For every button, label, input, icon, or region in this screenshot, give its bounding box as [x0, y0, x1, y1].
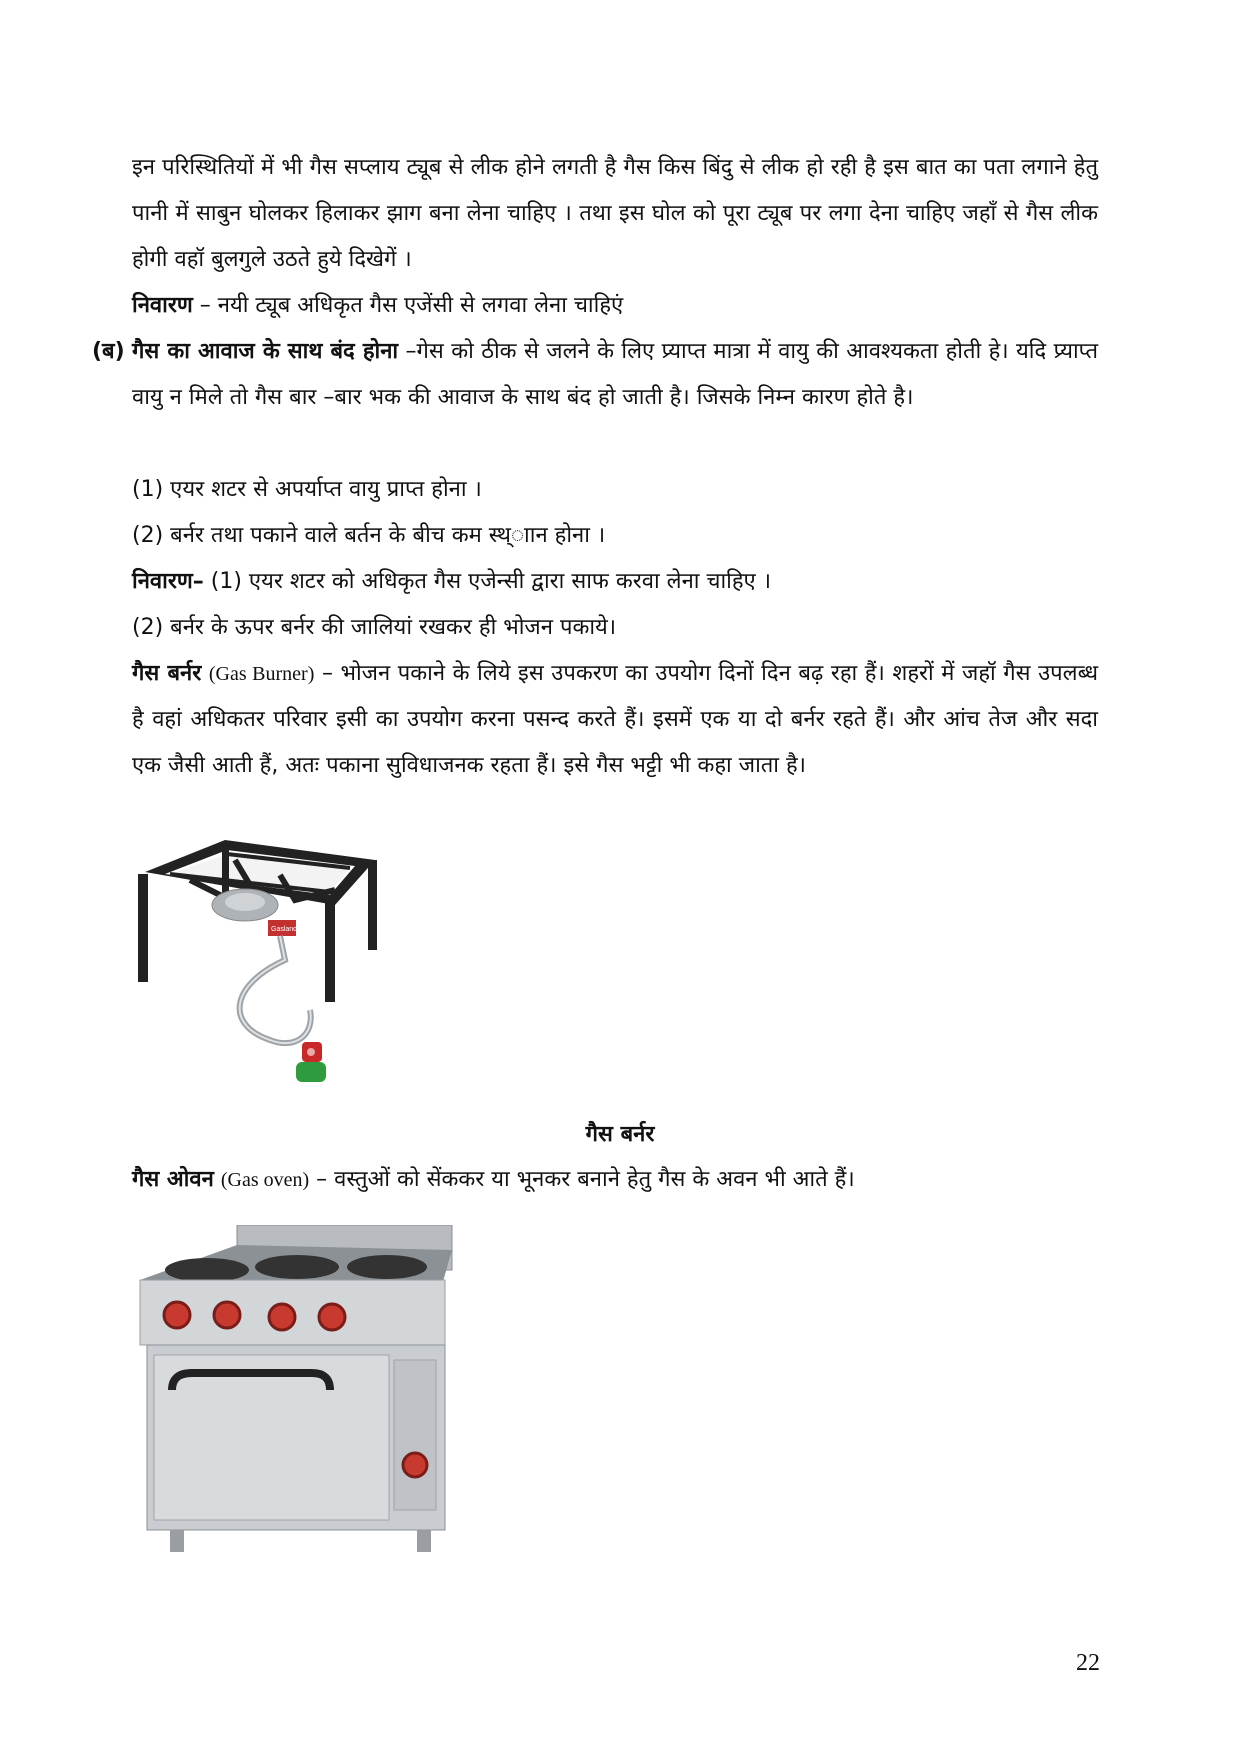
remedy-2	[132, 559, 771, 605]
cause-1: (1) एयर शटर से अपर्याप्त वायु प्राप्त होना ।	[132, 477, 482, 502]
gas-burner-latin: (Gas Burner)	[208, 663, 315, 685]
paragraph-gas-leak: इन परिस्थितियों में भी गैस सप्लाय ट्यूब से लीक होने लगती है गैस किस बिंदु से लीक हो रही है इस बात का पता लगाने हेतु पानी में साबुन घोलकर हिलाकर झाग बना लेना चाहिए । तथा इस घोल को पूरा ट्यूब पर लगा देना चाहिए जहाँ से गैस लीक होगी वहॉ बुलगुले उठते हुये दिखेगें ।	[132, 155, 1098, 272]
page-number: 22	[1076, 1650, 1100, 1676]
stove-brand-label: Gasland	[271, 926, 298, 933]
gas-burner-paragraph	[132, 651, 1098, 789]
section-b-text: –गेस को ठीक से जलने के लिए प्र्याप्त मात्रा में वायु की आवश्यकता होती हे। यदि प्र्याप्त वायु न मिले तो गैस बार –बार भक की आवाज के साथ बंद हो जाती है। जिसके निम्न कारण होते है।	[132, 339, 1098, 410]
section-b-heading: गैस का आवाज के साथ बंद होना	[132, 339, 399, 364]
section-b-marker: (ब)	[92, 339, 125, 364]
remedy-1	[132, 283, 623, 329]
gas-oven-text: – वस्तुओं को सेंककर या भूनकर बनाने हेतु गैस के अवन भी आते हैं।	[309, 1167, 855, 1192]
gas-oven-image	[132, 1225, 462, 1565]
gas-oven-paragraph	[132, 1157, 855, 1203]
gas-burner-label: गैस बर्नर	[132, 661, 202, 686]
remedy-1-label: निवारण	[132, 293, 193, 318]
remedy-2-line2: (2) बर्नर के ऊपर बर्नर की जालियां रखकर ही भोजन पकाये।	[132, 615, 617, 640]
remedy-2-label: निवारण–	[132, 569, 204, 594]
section-b-paragraph	[132, 329, 1098, 421]
gas-burner-image	[130, 830, 390, 1100]
figure-caption: गैस बर्नर	[585, 1122, 655, 1147]
gas-burner-text: – भोजन पकाने के लिये इस उपकरण का उपयोग दिनों दिन बढ़ रहा हैं। शहरों में जहॉ गैस उपलब्ध है वहां अधिकतर परिवार इसी का उपयोग करना पसन्द करते हैं। इसमें एक या दो बर्नर रहते हैं। और आंच तेज और सदा एक जैसी आती हैं, अतः पकाना सुविधाजनक रहता हैं। इसे गैस भट्टी भी कहा जाता है।	[132, 661, 1099, 778]
remedy-1-text: – नयी ट्यूब अधिकृत गैस एजेंसी से लगवा लेना चाहिएं	[192, 293, 624, 318]
gas-oven-label: गैस ओवन	[132, 1167, 214, 1192]
remedy-2-text: (1) एयर शटर को अधिकृत गैस एजेन्सी द्वारा साफ करवा लेना चाहिए ।	[203, 569, 772, 594]
cause-2: (2) बर्नर तथा पकाने वाले बर्तन के बीच कम स्थ्ाान होना ।	[132, 523, 606, 548]
gas-oven-latin: (Gas oven)	[220, 1169, 310, 1191]
